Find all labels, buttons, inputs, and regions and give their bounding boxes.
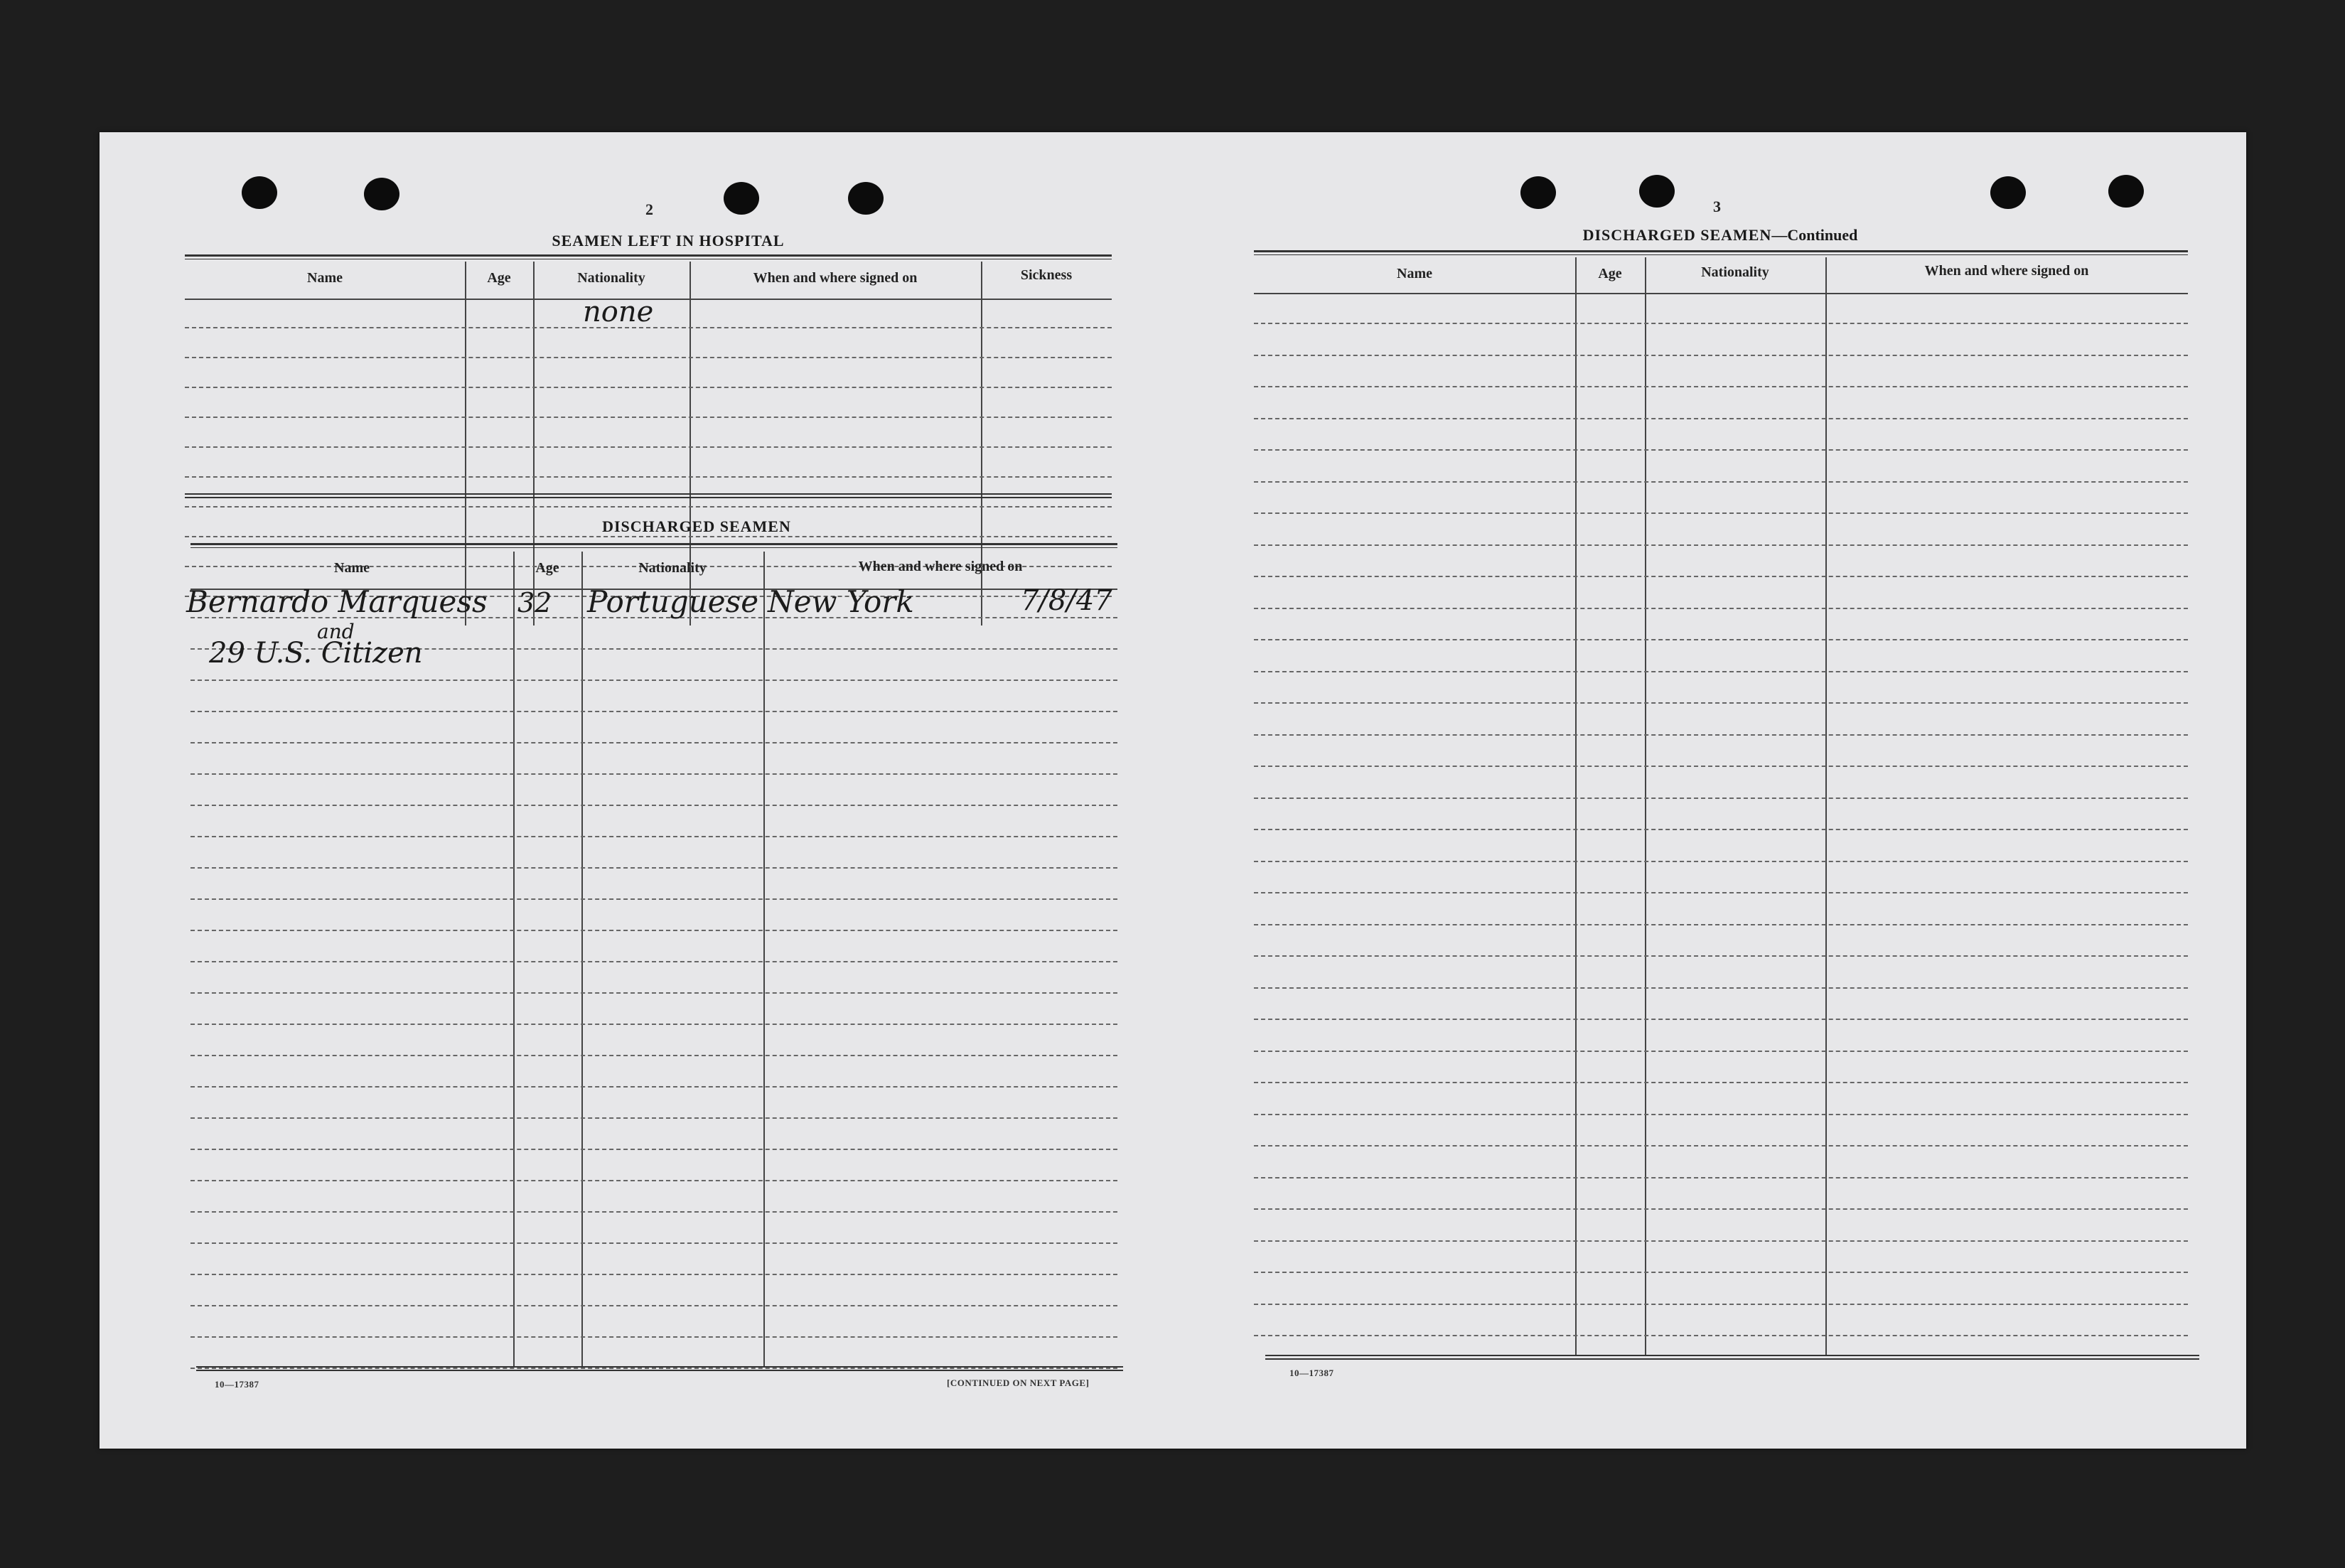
ruled-line	[1254, 1335, 2188, 1336]
ruled-line	[1254, 1051, 2188, 1052]
ruled-line	[1254, 1177, 2188, 1178]
discharged-top-rule	[191, 543, 1117, 548]
col-header-nationality: Nationality	[577, 270, 645, 286]
ruled-line	[1254, 1208, 2188, 1210]
ruled-line	[1254, 1272, 2188, 1273]
ruled-line	[191, 1274, 1117, 1275]
col-header-signed-on: When and where signed on	[858, 559, 1023, 574]
right-discharged-table	[1254, 257, 2188, 1356]
ruled-line	[1254, 449, 2188, 451]
ruled-line	[1254, 355, 2188, 356]
ruled-line	[1254, 418, 2188, 419]
ruled-line	[1254, 861, 2188, 862]
col-header-nationality: Nationality	[638, 560, 707, 576]
col-header-sickness: Sickness	[1020, 267, 1073, 283]
col-header-signed-on: When and where signed on	[1924, 263, 2089, 279]
continued-note: [CONTINUED ON NEXT PAGE]	[947, 1378, 1090, 1388]
col-header-nationality: Nationality	[1701, 264, 1769, 280]
discharged-bottom-rule	[196, 1366, 1123, 1371]
ruled-line	[1254, 734, 2188, 736]
hospital-section-title: SEAMEN LEFT IN HOSPITAL	[552, 232, 785, 249]
ruled-line	[191, 961, 1117, 962]
ruled-line	[1254, 766, 2188, 767]
handwritten-nationality: Portuguese	[587, 584, 759, 619]
ruled-line	[191, 1180, 1117, 1181]
ruled-line	[1254, 924, 2188, 925]
ruled-line	[191, 1305, 1117, 1306]
handwritten-signed-on-date: 7/8/47	[1021, 584, 1112, 617]
scanned-document	[100, 132, 2246, 1449]
ruled-line	[1254, 386, 2188, 387]
ruled-line	[185, 506, 1112, 508]
ruled-line	[1254, 829, 2188, 830]
ruled-line	[1254, 481, 2188, 483]
ruled-line	[191, 773, 1117, 775]
ruled-line	[1254, 1114, 2188, 1115]
ruled-line	[1254, 1304, 2188, 1305]
right-top-rule	[1254, 250, 2188, 255]
handwritten-citizen-note: 29 U.S. Citizen	[209, 637, 423, 670]
punch-hole	[1520, 176, 1556, 209]
col-header-age: Age	[1598, 266, 1622, 281]
continued-section-title	[1521, 226, 1919, 245]
ruled-line	[1254, 639, 2188, 640]
handwritten-and: and	[317, 620, 355, 643]
ruled-line	[1254, 323, 2188, 324]
ruled-line	[191, 1336, 1117, 1338]
ruled-line	[1254, 702, 2188, 704]
right-bottom-rule	[1265, 1355, 2199, 1360]
handwritten-signed-on-place: New York	[768, 584, 914, 619]
ruled-line	[1254, 1019, 2188, 1020]
ruled-line	[185, 446, 1112, 448]
punch-hole	[364, 178, 399, 210]
column-divider	[763, 552, 765, 1366]
ruled-line	[185, 387, 1112, 388]
col-header-name: Name	[334, 560, 370, 576]
ruled-line	[1254, 512, 2188, 514]
ruled-line	[191, 680, 1117, 681]
discharged-table	[186, 552, 1117, 1368]
column-divider	[1645, 257, 1646, 1355]
handwritten-none: none	[583, 296, 654, 328]
continued-title-main: DISCHARGED SEAMEN	[1582, 226, 1772, 244]
ruled-line	[191, 1211, 1117, 1213]
ruled-line	[191, 1117, 1117, 1119]
handwritten-age: 32	[517, 587, 552, 618]
hospital-bottom-rule	[185, 493, 1112, 498]
page-number-left: 2	[645, 200, 653, 218]
punch-hole	[848, 182, 884, 215]
ruled-line	[191, 1242, 1117, 1244]
ruled-line	[1254, 608, 2188, 609]
ruled-line	[191, 1055, 1117, 1056]
ruled-line	[191, 836, 1117, 837]
column-divider	[1825, 257, 1827, 1355]
ruled-line	[185, 357, 1112, 358]
ruled-line	[1254, 576, 2188, 577]
punch-hole	[2108, 175, 2144, 208]
handwritten-name: Bernardo Marquess	[186, 584, 488, 619]
ruled-line	[191, 898, 1117, 900]
ruled-line	[185, 536, 1112, 537]
discharged-section-title: DISCHARGED SEAMEN	[602, 517, 791, 535]
header-underline	[1254, 293, 2188, 294]
ruled-line	[191, 805, 1117, 806]
col-header-age: Age	[487, 270, 511, 286]
ruled-line	[191, 992, 1117, 994]
col-header-name: Name	[307, 270, 343, 286]
column-divider	[581, 552, 583, 1366]
page-number-right: 3	[1713, 198, 1721, 215]
ruled-line	[1254, 671, 2188, 672]
punch-hole	[1639, 175, 1675, 208]
ruled-line	[1254, 987, 2188, 989]
ruled-line	[191, 1024, 1117, 1025]
ruled-line	[1254, 1145, 2188, 1147]
col-header-signed-on: When and where signed on	[753, 270, 918, 286]
ruled-line	[1254, 544, 2188, 546]
ruled-line	[191, 742, 1117, 743]
punch-hole	[1990, 176, 2026, 209]
col-header-age: Age	[535, 560, 559, 576]
ruled-line	[1254, 798, 2188, 799]
ruled-line	[1254, 892, 2188, 893]
form-number-left: 10—17387	[215, 1379, 259, 1390]
punch-hole	[724, 182, 759, 215]
ruled-line	[191, 1086, 1117, 1088]
ruled-line	[1254, 1240, 2188, 1242]
hospital-top-rule	[185, 254, 1112, 259]
column-divider	[513, 552, 515, 1366]
ruled-line	[185, 417, 1112, 418]
ruled-line	[191, 1149, 1117, 1150]
ruled-line	[191, 930, 1117, 931]
punch-hole	[242, 176, 277, 209]
col-header-name: Name	[1397, 266, 1432, 281]
continued-title-suffix: —Continued	[1771, 226, 1858, 244]
form-number-right: 10—17387	[1289, 1368, 1334, 1378]
ruled-line	[191, 711, 1117, 712]
ruled-line	[191, 867, 1117, 869]
column-divider	[1575, 257, 1577, 1355]
ruled-line	[1254, 1082, 2188, 1083]
ruled-line	[1254, 955, 2188, 957]
ruled-line	[185, 476, 1112, 478]
